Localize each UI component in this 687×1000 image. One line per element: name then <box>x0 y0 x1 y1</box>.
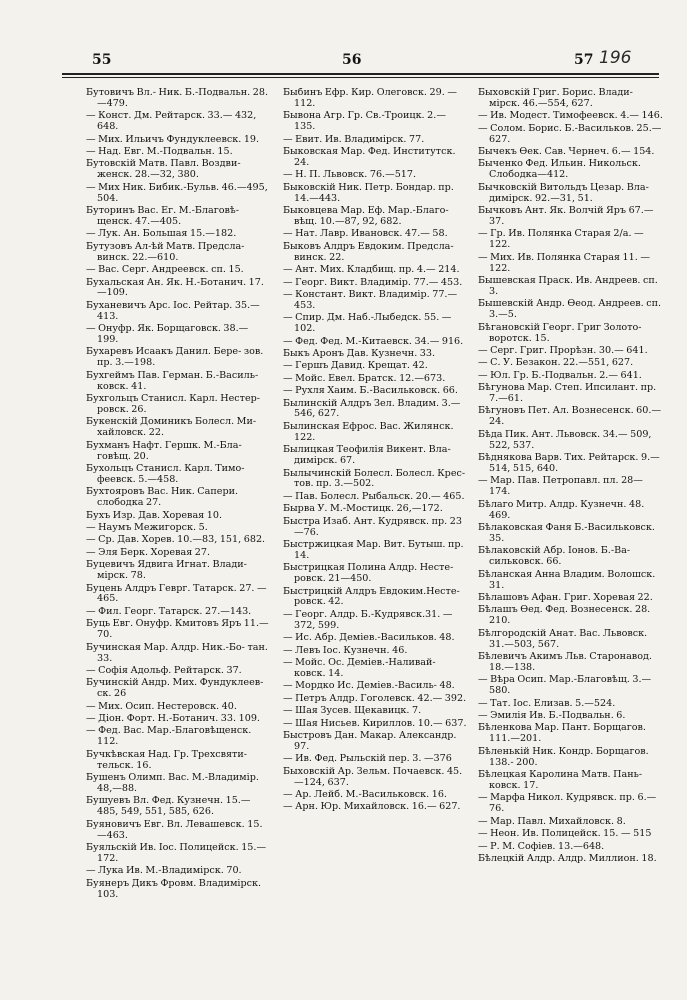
directory-entry: Быковскій Ник. Петр. Бондар. пр. 14.—443. <box>283 181 454 204</box>
directory-entry: Быковцева Мар. Еф. Мар.-Благо- вѣщ. 10.—87, 92, 682. <box>283 205 449 227</box>
directory-entry: Быстрицкая Полина Алдр. Несте- ровск. 21—450. <box>283 562 454 585</box>
directory-entry: — Фил. Георг. Татарск. 27.—143. <box>86 605 252 617</box>
page-header <box>62 50 658 74</box>
right-page-number: 57 <box>574 52 594 68</box>
directory-entry: Буянеръ Дикъ Фровм. Владимірск. 103. <box>86 877 262 900</box>
directory-entry: — Мих Ник. Бибик.-Бульв. 46.—495, 504. <box>86 181 268 204</box>
directory-entry: — Тат. Іос. Елизав. 5.—524. <box>478 697 616 709</box>
directory-entry: — Ср. Дав. Хорев. 10.—83, 151, 682. <box>86 534 266 546</box>
directory-entry: Быченко Фед. Ильин. Никольск. Слободка—412. <box>478 158 641 181</box>
directory-entry: — Вас. Серг. Андреевск. сп. 15. <box>86 264 244 276</box>
directory-entry: Бѣлаковскій Абр. Іонов. Б.-Ва- сильковск. 66. <box>478 545 631 568</box>
directory-entry: Быстрицкій Алдръ Евдоким.Несте- ровск. 42. <box>283 585 460 608</box>
directory-entry: — Георг. Викт. Владимір. 77.— 453. <box>283 276 463 288</box>
directory-entry: — Шая Нисьев. Кириллов. 10.— 637. <box>283 717 467 729</box>
directory-entry: — Шая Зусев. Щекавицк. 7. <box>283 705 422 717</box>
directory-entry: — Рухля Хаим. Б.-Васильковск. 66. <box>283 385 458 397</box>
directory-entry: — Фед. Фед. М.-Китаевск. 34.— 916. <box>283 335 464 347</box>
directory-entry: — Марфа Никол. Кудрявск. пр. 6.—76. <box>478 792 657 815</box>
directory-entry: — Ант. Мих. Кладбищ. пр. 4.— 214. <box>283 264 460 276</box>
directory-entry: Бышевская Праск. Ив. Андреев. сп. 3. <box>478 275 658 297</box>
directory-entry: Бухольцъ Станисл. Карл. Тимо- феевск. 5.—458. <box>86 463 245 485</box>
directory-entry: — Ив. Модест. Тимофеевск. 4.— 146. <box>478 110 663 122</box>
directory-entry: — Конст. Дм. Рейтарск. 33.— 432, 648. <box>86 110 257 133</box>
directory-entry: — Серг. Григ. Прорѣзн. 30.— 641. <box>478 344 648 356</box>
directory-entry: — Левъ Іос. Кузнечн. 46. <box>283 644 408 656</box>
directory-entry: Бушуевъ Вл. Фед. Кузнечн. 15.— 485, 549, 551, 585, 626. <box>86 795 251 818</box>
directory-entry: Бѣлецкая Каролина Матв. Пань- ковск. 17. <box>478 769 643 791</box>
directory-entry: Быковская Мар. Фед. Институтск. 24. <box>283 146 456 168</box>
directory-entry: — Мих. Ив. Полянка Старая 11. —122. <box>478 251 650 274</box>
directory-entry: — Ар. Лейб. М.-Васильковск. 16. <box>283 788 447 800</box>
directory-entry: Бутовскій Матв. Павл. Воздви- женск. 28.—32, 380. <box>86 158 241 181</box>
directory-entry: Бѣднякова Варв. Тих. Рейтарск. 9.—514, 515, 640. <box>478 452 660 474</box>
directory-entry: Бѣлашъ Өед. Фед. Вознесенск. 28. 210. <box>478 604 651 627</box>
directory-entry: Былинскій Алдръ Зел. Владим. 3.— 546, 627. <box>283 397 461 420</box>
directory-entry: Бѣланская Анна Владим. Волошск. 31. <box>478 568 656 591</box>
directory-entry: Быстра Изаб. Ант. Кудрявск. пр. 23—76. <box>283 515 462 538</box>
directory-entry: Бѣгуновъ Пет. Ал. Вознесенск. 60.—24. <box>478 405 662 428</box>
directory-entry: — Н. П. Львовск. 76.—517. <box>283 169 417 181</box>
directory-entry: Бѣленькій Ник. Кондр. Борщагов. 138.- 200. <box>478 745 649 768</box>
directory-entry: — Нат. Лавр. Ивановск. 47.— 58. <box>283 228 448 240</box>
directory-entry: Буяновичъ Евг. Вл. Левашевск. 15.—463. <box>86 818 263 841</box>
handwritten-page-number: 196 <box>599 48 632 68</box>
directory-entry: — Діон. Форт. Н.-Ботанич. 33. 109. <box>86 713 260 725</box>
directory-entry: Бѣлецкій Алдр. Алдр. Миллион. 18. <box>478 852 657 864</box>
directory-entry: Бырва У. М.-Мостицк. 26,—172. <box>283 503 443 515</box>
directory-entry: Бѣгановскій Георг. Григ Золото- воротск. 15. <box>478 321 642 344</box>
directory-entry: Бутузовъ Ал-ѣй Матв. Предсла- винск. 22.—610. <box>86 240 245 263</box>
directory-entry: — Ив. Фед. Рыльскій пер. 3. —376 <box>283 753 452 765</box>
directory-entry: Бычекъ Өек. Сав. Чернеч. 6.— 154. <box>478 146 655 158</box>
directory-entry: — Мар. Пав. Петропавл. пл. 28—174. <box>478 475 643 498</box>
directory-entry: — Петръ Алдр. Гоголевск. 42.— 392. <box>283 692 467 704</box>
directory-entry: Бѣлгородскій Анат. Вас. Львовск. 31.—503, 567. <box>478 627 648 650</box>
directory-entry: — Гершъ Давид. Крещат. 42. <box>283 360 428 372</box>
directory-entry: Бывона Агр. Гр. Св.-Троицк. 2.— 135. <box>283 110 446 133</box>
center-page-number: 56 <box>342 52 362 68</box>
directory-entry: Буцень Алдръ Геврг. Татарск. 27. —465. <box>86 582 267 605</box>
directory-entry: — С. У. Безакон. 22.—551, 627. <box>478 357 634 369</box>
directory-entry: — Арн. Юр. Михайловск. 16.— 627. <box>283 801 461 813</box>
directory-entry: Бухгольцъ Станисл. Карл. Нестер- ровск. 26. <box>86 393 261 415</box>
directory-entry: — Гр. Ив. Полянка Старая 2/а. —122. <box>478 228 644 251</box>
directory-entry: Бучкѣвская Над. Гр. Трехсвяти- тельск. 16. <box>86 748 247 771</box>
directory-entry: — Пав. Болесл. Рыбальск. 20.— 465. <box>283 490 465 502</box>
directory-entry: Былычинскій Болесл. Болесл. Крес- тов. пр. 3.—502. <box>283 467 466 490</box>
directory-entry: — Спир. Дм. Наб.-Лыбедск. 55. —102. <box>283 312 452 335</box>
directory-entry: Буцевичъ Ядвига Игнат. Влади- мірск. 78. <box>86 559 247 582</box>
directory-entry: Бухъ Изр. Дав. Хоревая 10. <box>86 509 223 521</box>
directory-entry: — Вѣра Осип. Мар.-Благовѣщ. 3.—580. <box>478 674 652 697</box>
directory-entry: — Эмилія Ив. Б.-Подвальн. 6. <box>478 710 626 722</box>
directory-entry: — Над. Евг. М.-Подвальн. 15. <box>86 146 233 158</box>
directory-entry: — Наумъ Межигорск. 5. <box>86 522 208 534</box>
directory-entry: Бычковъ Ант. Як. Волчій Яръ 67.—37. <box>478 205 654 227</box>
directory-entry: Быховскій Григ. Борис. Влади- мірск. 46.—554, 627. <box>478 88 633 109</box>
column-3 <box>478 88 664 948</box>
directory-entry: Бѣлаго Митр. Алдр. Кузнечн. 48. 469. <box>478 498 645 521</box>
directory-entry: Бучинскій Андр. Мих. Фундуклеев- ск. 26 <box>86 677 264 700</box>
column-1 <box>86 88 272 948</box>
column-2 <box>283 88 469 948</box>
directory-entry: Бучинская Мар. Алдр. Ник.-Бо- тан. 33. <box>86 641 268 664</box>
left-page-number: 55 <box>92 52 112 68</box>
directory-entry: Бѣда Пик. Ант. Львовск. 34.— 509, 522, 537. <box>478 428 652 451</box>
directory-entry: Буць Евг. Онуфр. Кмитовъ Яръ 11.—70. <box>86 618 269 641</box>
directory-entry: — Ис. Абр. Деміев.-Васильков. 48. <box>283 632 455 644</box>
directory-entry: Бухаревъ Исаакъ Данил. Бере- зов. пр. 3.—198. <box>86 346 264 369</box>
directory-entry: Бутовичъ Вл.- Ник. Б.-Подвальн. 28.—479. <box>86 88 268 109</box>
directory-entry: Быховскій Ар. Зельм. Почаевск. 45.—124, 637. <box>283 765 463 788</box>
directory-entry: Бычковскій Витольдъ Цезар. Вла- димірск. 92.—31, 51. <box>478 181 649 204</box>
directory-entry: Буторинъ Вас. Ег. М.-Благовѣ- щенск. 47.—405. <box>86 205 239 227</box>
directory-entry: Бѣлашовъ Афан. Григ. Хоревая 22. <box>478 591 653 603</box>
directory-entry: — Мордко Ис. Деміев.-Василь- 48. <box>283 680 455 692</box>
directory-entry: — Мойс. Евел. Братск. 12.—673. <box>283 372 446 384</box>
directory-entry: Быстровъ Дан. Макар. Александр. 97. <box>283 729 457 752</box>
directory-entry: — Мар. Павл. Михайловск. 8. <box>478 815 626 827</box>
directory-entry: Бѣлаковская Фаня Б.-Васильковск. 35. <box>478 522 655 544</box>
directory-entry: — Мих. Ильичъ Фундуклеевск. 19. <box>86 133 260 145</box>
directory-entry: Буханевичъ Арс. Іос. Рейтар. 35.—413. <box>86 299 260 322</box>
directory-entry: Бушенъ Олимп. Вас. М.-Владимір. 48,—88. <box>86 772 259 794</box>
directory-entry: — Р. М. Софіев. 13.—648. <box>478 840 605 852</box>
directory-entry: Бѣлевичъ Акимъ Льв. Старонавод. 18.—138. <box>478 651 652 673</box>
directory-entry: Бухманъ Нафт. Гершк. М.-Бла- говѣщ. 20. <box>86 439 242 462</box>
directory-entry: Бухальская Ан. Як. Н.-Ботанич. 17.—109. <box>86 276 264 299</box>
directory-entry: — Эля Берк. Хоревая 27. <box>86 546 211 558</box>
directory-entry: — Онуфр. Як. Борщаговск. 38.— 199. <box>86 323 249 346</box>
directory-entry: Бѣленкова Мар. Пант. Борщагов. 111.—201. <box>478 722 646 745</box>
header-rule-thin <box>62 77 659 78</box>
directory-entry: — Констант. Викт. Владимір. 77.—453. <box>283 288 458 311</box>
directory-entry: Бухтояровъ Вас. Ник. Сапери. слободка 27. <box>86 486 239 509</box>
directory-entry: Бѣгунова Мар. Степ. Ипсилант. пр. 7.—61. <box>478 382 657 405</box>
directory-entry: — Фед. Вас. Мар.-Благовѣщенск. 112. <box>86 725 252 748</box>
directory-entry: — Солом. Борис. Б.-Васильков. 25.—627. <box>478 122 662 145</box>
directory-entry: — Неон. Ив. Полицейск. 15. — 515 <box>478 828 652 840</box>
directory-entry: Быстржицкая Мар. Вит. Бутыш. пр. 14. <box>283 538 464 561</box>
directory-entry: Бышевскій Андр. Өеод. Андреев. сп. 3.—5. <box>478 298 662 321</box>
directory-entry: Былинская Ефрос. Вас. Жилянск. 122. <box>283 420 454 443</box>
directory-entry: — Софія Адольф. Рейтарск. 37. <box>86 664 242 676</box>
directory-entry: Буяльскій Ив. Іос. Полицейск. 15.—172. <box>86 842 267 864</box>
directory-entry: — Евит. Ив. Владимірск. 77. <box>283 133 425 145</box>
directory-entry: — Мих. Осип. Нестеровск. 40. <box>86 700 237 712</box>
directory-entry: Быкъ Аронъ Дав. Кузнечн. 33. <box>283 347 436 359</box>
directory-entry: Быковъ Алдръ Евдоким. Предсла- винск. 22. <box>283 240 454 263</box>
directory-entry: Былицкая Теофилія Викент. Вла- димірск. 67. <box>283 444 451 467</box>
directory-entry: — Лука Ив. М.-Владимірск. 70. <box>86 865 242 877</box>
directory-entry: Быбинъ Ефр. Кир. Олеговск. 29. —112. <box>283 88 457 109</box>
directory-entry: — Мойс. Ос. Деміев.-Наливай- ковск. 14. <box>283 657 436 679</box>
directory-entry: — Лук. Ан. Большая 15.—182. <box>86 228 237 240</box>
directory-entry: Бухгеймъ Пав. Герман. Б.-Василь- ковск. 41. <box>86 369 259 392</box>
directory-entry: Букенскій Доминикъ Болесл. Ми- хайловск. 22. <box>86 416 257 439</box>
directory-entry: — Георг. Алдр. Б.-Кудрявск.31. —372, 599. <box>283 608 453 631</box>
directory-entry: — Юл. Гр. Б.-Подвальн. 2.— 641. <box>478 369 642 381</box>
header-rule-thick <box>62 73 659 75</box>
